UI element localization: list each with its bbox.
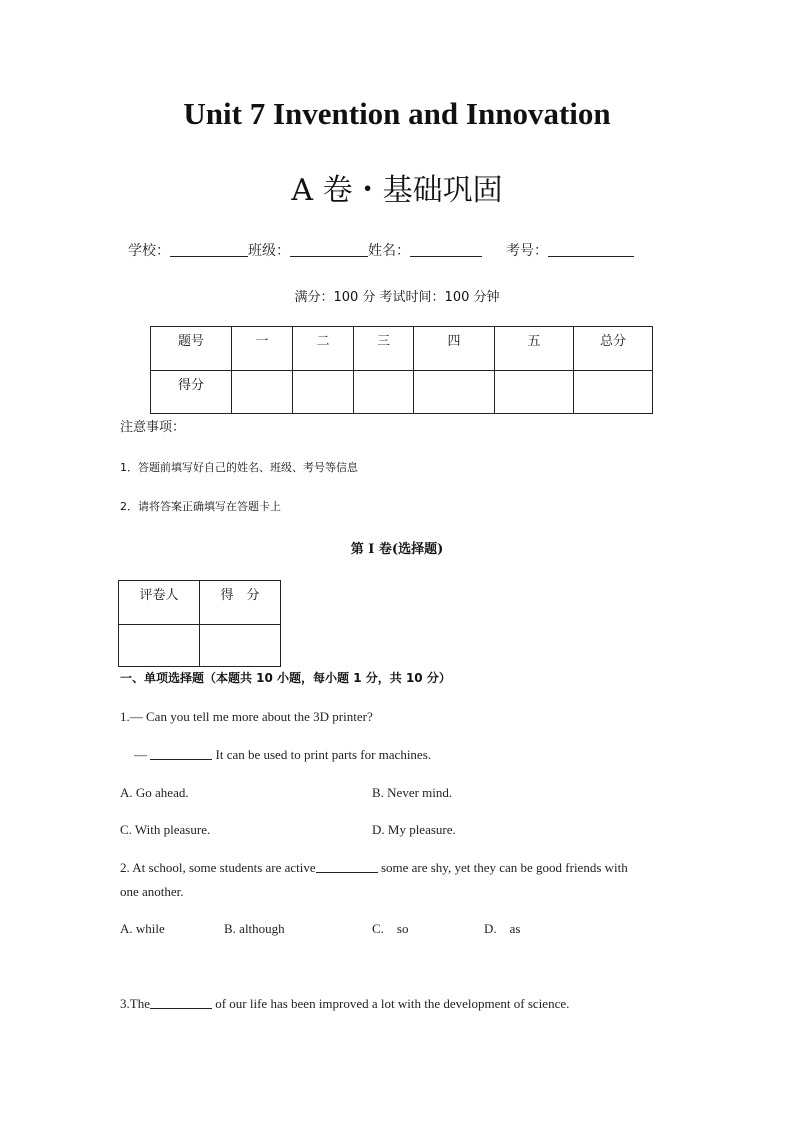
grader-header: 评卷人 bbox=[119, 581, 200, 625]
exam-no-label: 考号： bbox=[506, 243, 548, 259]
score-table-header: 二 bbox=[293, 327, 354, 371]
grader-cell[interactable] bbox=[200, 625, 281, 667]
class-blank[interactable] bbox=[290, 242, 368, 257]
section-title: 第 I 卷(选择题) bbox=[350, 542, 444, 557]
exam-no-blank[interactable] bbox=[548, 242, 634, 257]
score-table-header: 题号 bbox=[151, 327, 232, 371]
name-label: 姓名： bbox=[368, 243, 410, 259]
option[interactable]: B. Never mind. bbox=[372, 785, 453, 800]
score-table bbox=[150, 326, 653, 414]
score-cell[interactable] bbox=[414, 371, 495, 414]
notice-item: 2．请将答案正确填写在答题卡上 bbox=[120, 500, 281, 513]
grader-cell[interactable] bbox=[119, 625, 200, 667]
score-table-header: 一 bbox=[232, 327, 293, 371]
option[interactable]: D. as bbox=[484, 921, 521, 936]
notice-item: 1．答题前填写好自己的姓名、班级、考号等信息 bbox=[120, 461, 358, 474]
notice-title: 注意事项： bbox=[120, 420, 186, 435]
score-cell[interactable] bbox=[574, 371, 653, 414]
q3-suffix: of our life has been improved a lot with the development of science. bbox=[211, 996, 570, 1011]
grader-header: 得 分 bbox=[200, 581, 281, 625]
option[interactable]: C. With pleasure. bbox=[120, 822, 211, 837]
grader-table bbox=[118, 580, 281, 667]
score-table-header: 总分 bbox=[574, 327, 653, 371]
question-1-blank[interactable] bbox=[150, 747, 212, 760]
option[interactable]: D. My pleasure. bbox=[372, 822, 456, 837]
question-2-blank[interactable] bbox=[316, 860, 378, 873]
question-3-stem bbox=[120, 996, 569, 1012]
part-one-title: 一、单项选择题（本题共 10 小题，每小题 1 分，共 10 分） bbox=[120, 671, 451, 685]
score-table-header: 五 bbox=[495, 327, 574, 371]
school-blank[interactable] bbox=[170, 242, 248, 257]
q3-prefix: 3.The bbox=[120, 996, 150, 1011]
option[interactable]: A. Go ahead. bbox=[120, 785, 189, 800]
q2-prefix: 2. At school, some students are active bbox=[120, 860, 316, 875]
score-cell[interactable] bbox=[232, 371, 293, 414]
score-time-line: 满分：100 分 考试时间：100 分钟 bbox=[294, 290, 500, 305]
question-1-line2 bbox=[134, 747, 431, 763]
page-title: Unit 7 Invention and Innovation bbox=[183, 96, 611, 131]
score-row-label: 得分 bbox=[151, 371, 232, 414]
class-label: 班级： bbox=[248, 243, 290, 259]
name-blank[interactable] bbox=[410, 242, 482, 257]
question-2-stem-line2: one another. bbox=[120, 884, 184, 899]
question-1-stem: 1.— Can you tell me more about the 3D printer? bbox=[120, 709, 373, 724]
option[interactable]: A. while bbox=[120, 921, 165, 936]
question-2-stem bbox=[120, 860, 628, 876]
q1-dash: — bbox=[134, 747, 151, 762]
page-subtitle: A 卷・基础巩固 bbox=[291, 173, 503, 208]
q1-line2-text: It can be used to print parts for machines. bbox=[212, 747, 432, 762]
school-label: 学校： bbox=[128, 243, 170, 259]
q2-suffix: some are shy, yet they can be good friends with bbox=[377, 860, 628, 875]
score-table-header: 三 bbox=[354, 327, 414, 371]
student-info-line bbox=[128, 240, 634, 260]
option[interactable]: B. although bbox=[224, 921, 285, 936]
score-cell[interactable] bbox=[293, 371, 354, 414]
score-cell[interactable] bbox=[495, 371, 574, 414]
question-3-blank[interactable] bbox=[150, 996, 212, 1009]
score-cell[interactable] bbox=[354, 371, 414, 414]
score-table-header: 四 bbox=[414, 327, 495, 371]
option[interactable]: C. so bbox=[372, 921, 409, 936]
